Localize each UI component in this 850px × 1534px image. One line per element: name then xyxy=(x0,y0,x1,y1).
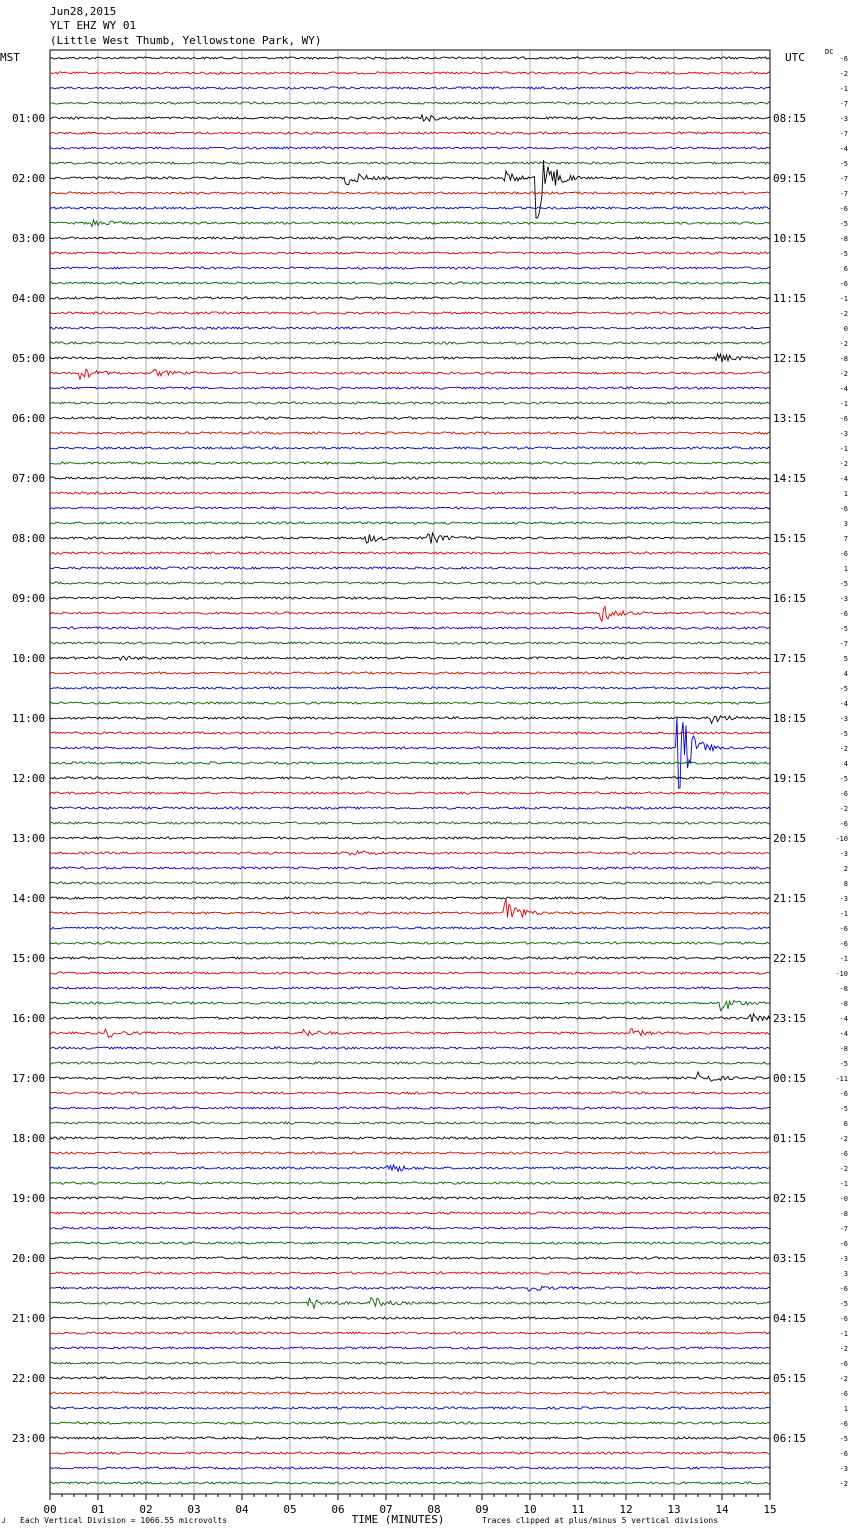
mst-hour-label: 10:00 xyxy=(12,652,46,665)
seismic-trace xyxy=(50,102,770,104)
dc-offset-label: -7 xyxy=(839,100,848,108)
dc-offset-label: 1 xyxy=(843,565,848,573)
seismic-trace xyxy=(50,642,770,644)
dc-offset-label: -6 xyxy=(839,505,848,513)
dc-offset-label: -7 xyxy=(839,175,848,183)
seismic-trace xyxy=(50,354,770,362)
seismic-trace xyxy=(50,1028,770,1037)
seismic-trace xyxy=(50,369,770,379)
seismic-trace xyxy=(50,927,770,929)
seismic-trace xyxy=(50,762,770,764)
dc-offset-label: -6 xyxy=(839,205,848,213)
seismic-trace xyxy=(50,1062,770,1064)
utc-hour-label: 13:15 xyxy=(773,412,807,425)
dc-offset-label: -3 xyxy=(839,895,848,903)
dc-offset-label: -5 xyxy=(839,220,848,228)
dc-offset-label: -6 xyxy=(839,820,848,828)
mst-hour-label: 22:00 xyxy=(12,1372,46,1385)
dc-offset-label: -3 xyxy=(839,430,848,438)
seismic-trace xyxy=(50,1092,770,1094)
seismic-trace xyxy=(50,1242,770,1244)
utc-hour-label: 05:15 xyxy=(773,1372,807,1385)
seismic-trace xyxy=(50,777,770,779)
seismic-trace xyxy=(50,1407,770,1409)
dc-offset-label: -5 xyxy=(839,1300,848,1308)
utc-hour-label: 01:15 xyxy=(773,1132,807,1145)
seismic-trace xyxy=(50,1212,770,1214)
dc-offset-label: -7 xyxy=(839,190,848,198)
seismic-trace xyxy=(50,147,770,149)
seismic-trace xyxy=(50,987,770,989)
seismic-trace xyxy=(50,837,770,839)
seismic-trace xyxy=(50,533,770,544)
dc-offset-label: -2 xyxy=(839,745,848,753)
seismic-trace xyxy=(50,87,770,89)
dc-offset-label: -6 xyxy=(839,1285,848,1293)
dc-offset-label: -6 xyxy=(839,1420,848,1428)
dc-offset-label: -2 xyxy=(839,1135,848,1143)
station-label: YLT EHZ WY 01 xyxy=(50,19,137,32)
seismic-trace xyxy=(50,1467,770,1469)
seismic-trace xyxy=(50,606,770,621)
x-tick-label: 07 xyxy=(379,1503,393,1516)
dc-offset-label: 6 xyxy=(843,265,848,273)
dc-offset-label: -6 xyxy=(839,415,848,423)
seismic-trace xyxy=(50,1272,770,1274)
dc-offset-label: 5 xyxy=(843,655,848,663)
dc-offset-label: -8 xyxy=(839,985,848,993)
seismic-trace xyxy=(50,72,770,74)
dc-offset-label: -5 xyxy=(839,250,848,258)
mst-hour-label: 21:00 xyxy=(12,1312,46,1325)
seismic-trace xyxy=(50,417,770,419)
seismic-trace xyxy=(50,867,770,869)
dc-offset-label: 6 xyxy=(843,1120,848,1128)
seismic-trace xyxy=(50,597,770,599)
x-tick-label: 08 xyxy=(427,1503,441,1516)
dc-offset-label: -2 xyxy=(839,805,848,813)
mst-hour-label: 01:00 xyxy=(12,112,46,125)
dc-offset-label: -8 xyxy=(839,1045,848,1053)
dc-offset-label: 0 xyxy=(843,325,848,333)
seismic-trace xyxy=(50,552,770,554)
seismic-trace xyxy=(50,477,770,479)
seismic-trace xyxy=(50,1317,770,1319)
utc-hour-label: 14:15 xyxy=(773,472,807,485)
dc-offset-label: -6 xyxy=(839,790,848,798)
mst-hour-label: 04:00 xyxy=(12,292,46,305)
seismic-trace xyxy=(50,1014,770,1022)
seismic-trace xyxy=(50,342,770,344)
seismic-trace xyxy=(50,132,770,134)
seismic-trace xyxy=(50,192,770,194)
dc-offset-label: -6 xyxy=(839,55,848,63)
mst-hour-label: 16:00 xyxy=(12,1012,46,1025)
seismic-trace xyxy=(50,327,770,329)
dc-offset-label: -1 xyxy=(839,955,848,963)
utc-hour-label: 11:15 xyxy=(773,292,807,305)
seismic-trace xyxy=(50,1482,770,1484)
utc-hour-label: 09:15 xyxy=(773,172,807,185)
dc-offset-label: -10 xyxy=(835,970,848,978)
dc-offset-label: -6 xyxy=(839,610,848,618)
dc-offset-label: -10 xyxy=(835,835,848,843)
seismic-trace xyxy=(50,1347,770,1349)
dc-offset-label: -1 xyxy=(839,295,848,303)
seismic-trace xyxy=(50,522,770,524)
dc-offset-label: -3 xyxy=(839,115,848,123)
seismic-trace xyxy=(50,1047,770,1049)
seismic-trace xyxy=(50,807,770,809)
dc-offset-label: -5 xyxy=(839,1435,848,1443)
utc-hour-label: 19:15 xyxy=(773,772,807,785)
dc-offset-label: -8 xyxy=(839,1000,848,1008)
mst-hour-label: 12:00 xyxy=(12,772,46,785)
seismic-trace xyxy=(50,1197,770,1199)
mst-hour-label: 11:00 xyxy=(12,712,46,725)
mst-hour-label: 17:00 xyxy=(12,1072,46,1085)
seismic-trace xyxy=(50,882,770,884)
dc-offset-label: -5 xyxy=(839,685,848,693)
dc-offset-label: 1 xyxy=(843,1405,848,1413)
seismic-trace xyxy=(50,252,770,254)
dc-label: DC xyxy=(825,48,834,56)
seismic-trace xyxy=(50,162,770,164)
seismic-trace xyxy=(50,957,770,959)
utc-hour-label: 16:15 xyxy=(773,592,807,605)
seismic-trace xyxy=(50,432,770,434)
seismic-trace xyxy=(50,851,770,855)
seismic-trace xyxy=(50,702,770,704)
seismic-trace xyxy=(50,942,770,944)
clip-note: Traces clipped at plus/minus 5 vertical divisions xyxy=(482,1516,719,1525)
utc-hour-label: 04:15 xyxy=(773,1312,807,1325)
mst-hour-label: 02:00 xyxy=(12,172,46,185)
seismic-trace xyxy=(50,507,770,509)
mst-hour-label: 19:00 xyxy=(12,1192,46,1205)
dc-offset-label: -2 xyxy=(839,1345,848,1353)
dc-offset-label: 2 xyxy=(843,865,848,873)
x-axis-label: TIME (MINUTES) xyxy=(351,1513,445,1526)
dc-offset-label: -8 xyxy=(839,1210,848,1218)
dc-offset-label: -6 xyxy=(839,1240,848,1248)
mst-hour-label: 07:00 xyxy=(12,472,46,485)
dc-offset-label: -1 xyxy=(839,1180,848,1188)
dc-offset-label: -2 xyxy=(839,1480,848,1488)
x-tick-label: 00 xyxy=(43,1503,57,1516)
dc-offset-label: -1 xyxy=(839,400,848,408)
dc-offset-label: -2 xyxy=(839,310,848,318)
seismic-trace xyxy=(50,1392,770,1394)
location-label: (Little West Thumb, Yellowstone Park, WY) xyxy=(50,34,322,47)
dc-offset-label: -4 xyxy=(839,145,848,153)
dc-offset-label: -8 xyxy=(839,355,848,363)
dc-offset-label: -5 xyxy=(839,625,848,633)
seismic-trace xyxy=(50,567,770,569)
dc-offset-label: 1 xyxy=(843,490,848,498)
dc-offset-label: -3 xyxy=(839,715,848,723)
seismic-trace xyxy=(50,207,770,209)
seismic-trace xyxy=(50,447,770,449)
dc-offset-label: -6 xyxy=(839,925,848,933)
utc-hour-label: 23:15 xyxy=(773,1012,807,1025)
dc-offset-label: -5 xyxy=(839,1105,848,1113)
utc-hour-label: 22:15 xyxy=(773,952,807,965)
dc-offset-label: -6 xyxy=(839,940,848,948)
mst-hour-label: 15:00 xyxy=(12,952,46,965)
dc-offset-label: -1 xyxy=(839,445,848,453)
dc-offset-label: -6 xyxy=(839,1150,848,1158)
dc-offset-label: -6 xyxy=(839,280,848,288)
seismic-trace xyxy=(50,822,770,824)
seismic-trace xyxy=(50,716,770,723)
seismic-trace xyxy=(50,1452,770,1454)
dc-offset-label: -4 xyxy=(839,385,848,393)
x-tick-label: 04 xyxy=(235,1503,249,1516)
seismic-trace xyxy=(50,462,770,464)
seismic-trace xyxy=(50,672,770,674)
dc-offset-label: -4 xyxy=(839,1030,848,1038)
dc-offset-label: -0 xyxy=(839,1195,848,1203)
x-tick-label: 13 xyxy=(667,1503,681,1516)
seismic-trace xyxy=(50,237,770,239)
utc-hour-label: 15:15 xyxy=(773,532,807,545)
seismic-trace xyxy=(50,582,770,584)
utc-hour-label: 17:15 xyxy=(773,652,807,665)
dc-offset-label: -3 xyxy=(839,1255,848,1263)
dc-offset-label: -1 xyxy=(839,910,848,918)
mst-hour-label: 08:00 xyxy=(12,532,46,545)
dc-offset-label: -5 xyxy=(839,730,848,738)
utc-hour-label: 03:15 xyxy=(773,1252,807,1265)
utc-hour-label: 20:15 xyxy=(773,832,807,845)
dc-offset-label: -3 xyxy=(839,850,848,858)
dc-offset-label: -6 xyxy=(839,1360,848,1368)
dc-offset-label: -4 xyxy=(839,475,848,483)
x-tick-label: 05 xyxy=(283,1503,297,1516)
seismic-trace xyxy=(50,312,770,314)
dc-offset-label: -7 xyxy=(839,640,848,648)
dc-offset-label: -6 xyxy=(839,1315,848,1323)
mst-hour-label: 18:00 xyxy=(12,1132,46,1145)
mst-hour-label: 03:00 xyxy=(12,232,46,245)
x-tick-label: 15 xyxy=(763,1503,777,1516)
dc-offset-label: -5 xyxy=(839,580,848,588)
seismic-trace xyxy=(50,1122,770,1124)
utc-hour-label: 06:15 xyxy=(773,1432,807,1445)
mst-hour-label: 09:00 xyxy=(12,592,46,605)
dc-offset-label: -5 xyxy=(839,1060,848,1068)
seismic-trace xyxy=(50,1437,770,1439)
dc-offset-label: -4 xyxy=(839,700,848,708)
dc-offset-label: 3 xyxy=(843,520,848,528)
seismic-trace xyxy=(50,282,770,284)
dc-offset-label: -7 xyxy=(839,1225,848,1233)
seismic-trace xyxy=(50,220,770,227)
dc-offset-label: -1 xyxy=(839,1330,848,1338)
dc-offset-label: -5 xyxy=(839,160,848,168)
mst-hour-label: 14:00 xyxy=(12,892,46,905)
utc-hour-label: 12:15 xyxy=(773,352,807,365)
x-tick-label: 11 xyxy=(571,1503,585,1516)
mst-axis-title: MST xyxy=(0,51,20,64)
dc-offset-label: -1 xyxy=(839,85,848,93)
x-tick-label: 02 xyxy=(139,1503,153,1516)
seismic-trace xyxy=(50,1152,770,1154)
dc-offset-label: -3 xyxy=(839,1465,848,1473)
dc-offset-label: -6 xyxy=(839,550,848,558)
seismic-trace xyxy=(50,899,770,917)
dc-offset-label: -11 xyxy=(835,1075,848,1083)
dc-offset-label: -6 xyxy=(839,1450,848,1458)
dc-offset-label: -6 xyxy=(839,1090,848,1098)
seismic-trace xyxy=(50,792,770,794)
utc-hour-label: 02:15 xyxy=(773,1192,807,1205)
dc-offset-label: -2 xyxy=(839,1165,848,1173)
seismic-trace xyxy=(50,1107,770,1109)
footer-mark: ┘ xyxy=(2,1518,7,1527)
seismic-trace xyxy=(50,1227,770,1229)
dc-offset-label: 4 xyxy=(843,670,848,678)
x-tick-label: 06 xyxy=(331,1503,345,1516)
seismic-trace xyxy=(50,1332,770,1334)
seismic-trace xyxy=(50,267,770,269)
dc-offset-label: -2 xyxy=(839,370,848,378)
mst-hour-label: 05:00 xyxy=(12,352,46,365)
seismic-trace xyxy=(50,687,770,689)
dc-offset-label: 8 xyxy=(843,880,848,888)
utc-hour-label: 21:15 xyxy=(773,892,807,905)
seismic-trace xyxy=(50,972,770,974)
seismic-trace xyxy=(50,1422,770,1424)
dc-offset-label: -2 xyxy=(839,70,848,78)
dc-offset-label: -8 xyxy=(839,235,848,243)
seismic-trace xyxy=(50,1072,770,1081)
mst-hour-label: 13:00 xyxy=(12,832,46,845)
seismic-trace xyxy=(50,1377,770,1379)
seismic-trace xyxy=(50,402,770,404)
x-tick-label: 01 xyxy=(91,1503,105,1516)
date-label: Jun28,2015 xyxy=(50,5,117,18)
seismic-trace xyxy=(50,656,770,660)
mst-hour-label: 23:00 xyxy=(12,1432,46,1445)
utc-hour-label: 10:15 xyxy=(773,232,807,245)
dc-offset-label: -5 xyxy=(839,775,848,783)
seismic-trace xyxy=(50,1001,770,1011)
seismic-trace xyxy=(50,115,770,121)
dc-offset-label: -7 xyxy=(839,130,848,138)
seismic-trace xyxy=(50,297,770,299)
mst-hour-label: 20:00 xyxy=(12,1252,46,1265)
mst-hour-label: 06:00 xyxy=(12,412,46,425)
dc-offset-label: -6 xyxy=(839,1390,848,1398)
dc-offset-label: -2 xyxy=(839,340,848,348)
seismic-trace xyxy=(50,732,770,734)
dc-offset-label: 7 xyxy=(843,535,848,543)
seismic-trace xyxy=(50,1182,770,1184)
x-tick-label: 03 xyxy=(187,1503,201,1516)
seismic-trace xyxy=(50,387,770,389)
seismic-trace xyxy=(50,1257,770,1259)
x-tick-label: 09 xyxy=(475,1503,489,1516)
dc-offset-label: -3 xyxy=(839,595,848,603)
seismic-trace xyxy=(50,897,770,899)
utc-hour-label: 08:15 xyxy=(773,112,807,125)
dc-offset-label: -2 xyxy=(839,460,848,468)
dc-offset-label: -2 xyxy=(839,1375,848,1383)
seismic-trace xyxy=(50,1362,770,1364)
seismic-trace xyxy=(50,1298,770,1309)
seismic-trace xyxy=(50,1137,770,1139)
dc-offset-label: 3 xyxy=(843,1270,848,1278)
seismic-trace xyxy=(50,57,770,59)
dc-offset-label: -4 xyxy=(839,1015,848,1023)
x-tick-label: 12 xyxy=(619,1503,633,1516)
utc-hour-label: 18:15 xyxy=(773,712,807,725)
dc-offset-label: 4 xyxy=(843,760,848,768)
utc-axis-title: UTC xyxy=(785,51,805,64)
x-tick-label: 10 xyxy=(523,1503,537,1516)
seismic-trace xyxy=(50,1165,770,1172)
seismic-trace xyxy=(50,1286,770,1291)
seismic-trace xyxy=(50,492,770,494)
utc-hour-label: 00:15 xyxy=(773,1072,807,1085)
x-tick-label: 14 xyxy=(715,1503,729,1516)
scale-note: Each Vertical Division = 1066.55 microvolts xyxy=(20,1516,228,1525)
seismic-trace xyxy=(50,627,770,629)
